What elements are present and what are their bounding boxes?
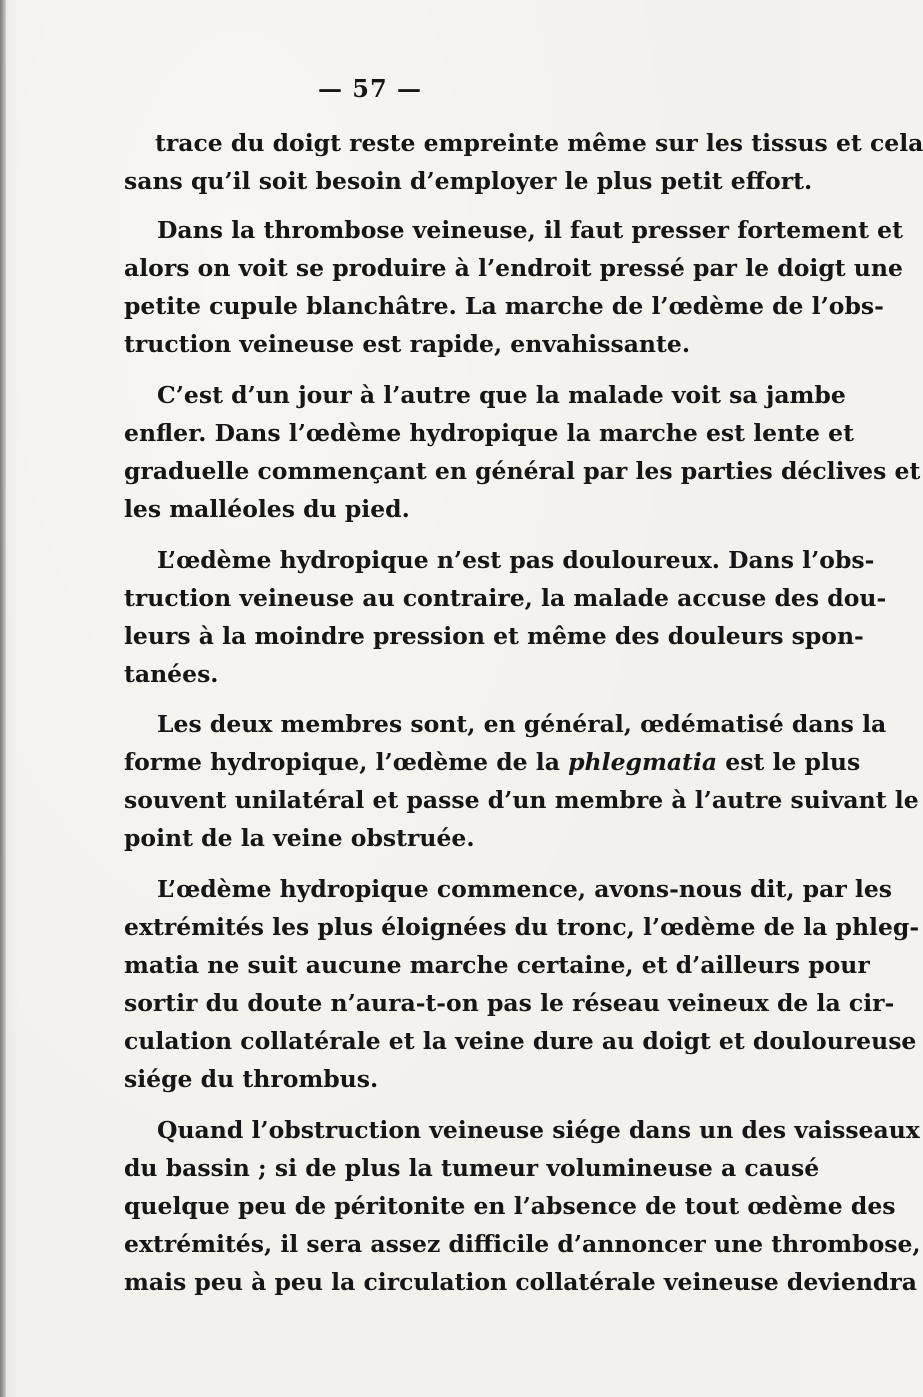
- text-line: extrémités, il sera assez difficile d’annoncer une thrombose,: [124, 1230, 921, 1258]
- text-line: graduelle commençant en général par les parties déclives et: [124, 457, 921, 485]
- italic-term: phlegmatia: [568, 748, 718, 776]
- text-line: souvent unilatéral et passe d’un membre à l’autre suivant le: [124, 786, 919, 814]
- text-line: extrémités les plus éloignées du tronc, l’œdème de la phleg-: [124, 913, 920, 941]
- text-line: C’est d’un jour à l’autre que la malade voit sa jambe: [157, 381, 846, 409]
- text-line: Dans la thrombose veineuse, il faut presser fortement et: [157, 216, 903, 244]
- text-line: tanées.: [124, 660, 219, 688]
- text-line: L’œdème hydropique commence, avons-nous dit, par les: [157, 875, 893, 903]
- text-line: trace du doigt reste empreinte même sur les tissus et cela: [155, 129, 923, 157]
- text-line: point de la veine obstruée.: [124, 824, 475, 852]
- text-line: Les deux membres sont, en général, œdématisé dans la: [157, 710, 887, 738]
- text-line: petite cupule blanchâtre. La marche de l’œdème de l’obs-: [124, 292, 884, 320]
- page-number: — 57 —: [317, 74, 423, 103]
- page-edge: [0, 0, 6, 1397]
- text-line: L’œdème hydropique n’est pas douloureux. Dans l’obs-: [157, 546, 875, 574]
- text-line-mixed: [124, 748, 861, 776]
- text-line: les malléoles du pied.: [124, 495, 410, 523]
- text-line: quelque peu de péritonite en l’absence de tout œdème des: [124, 1192, 896, 1220]
- text-line: alors on voit se produire à l’endroit pressé par le doigt une: [124, 254, 903, 282]
- text-line: siége du thrombus.: [124, 1065, 379, 1093]
- text-line: enfler. Dans l’œdème hydropique la marche est lente et: [124, 419, 854, 447]
- text-line: culation collatérale et la veine dure au doigt et douloureuse: [124, 1027, 917, 1055]
- text-line: matia ne suit aucune marche certaine, et d’ailleurs pour: [124, 951, 870, 979]
- text-segment: forme hydropique, l’œdème de la: [124, 748, 569, 776]
- text-line: truction veineuse est rapide, envahissante.: [124, 330, 690, 358]
- text-line: sortir du doute n’aura-t-on pas le réseau veineux de la cir-: [124, 989, 895, 1017]
- text-segment: est le plus: [717, 748, 861, 776]
- text-line: leurs à la moindre pression et même des douleurs spon-: [124, 622, 864, 650]
- text-line: mais peu à peu la circulation collatérale veineuse deviendra: [124, 1268, 917, 1296]
- text-line: Quand l’obstruction veineuse siége dans un des vaisseaux: [157, 1116, 920, 1144]
- text-line: truction veineuse au contraire, la malade accuse des dou-: [124, 584, 887, 612]
- text-line: du bassin ; si de plus la tumeur volumineuse a causé: [124, 1154, 820, 1182]
- text-line: sans qu’il soit besoin d’employer le plus petit effort.: [124, 167, 813, 195]
